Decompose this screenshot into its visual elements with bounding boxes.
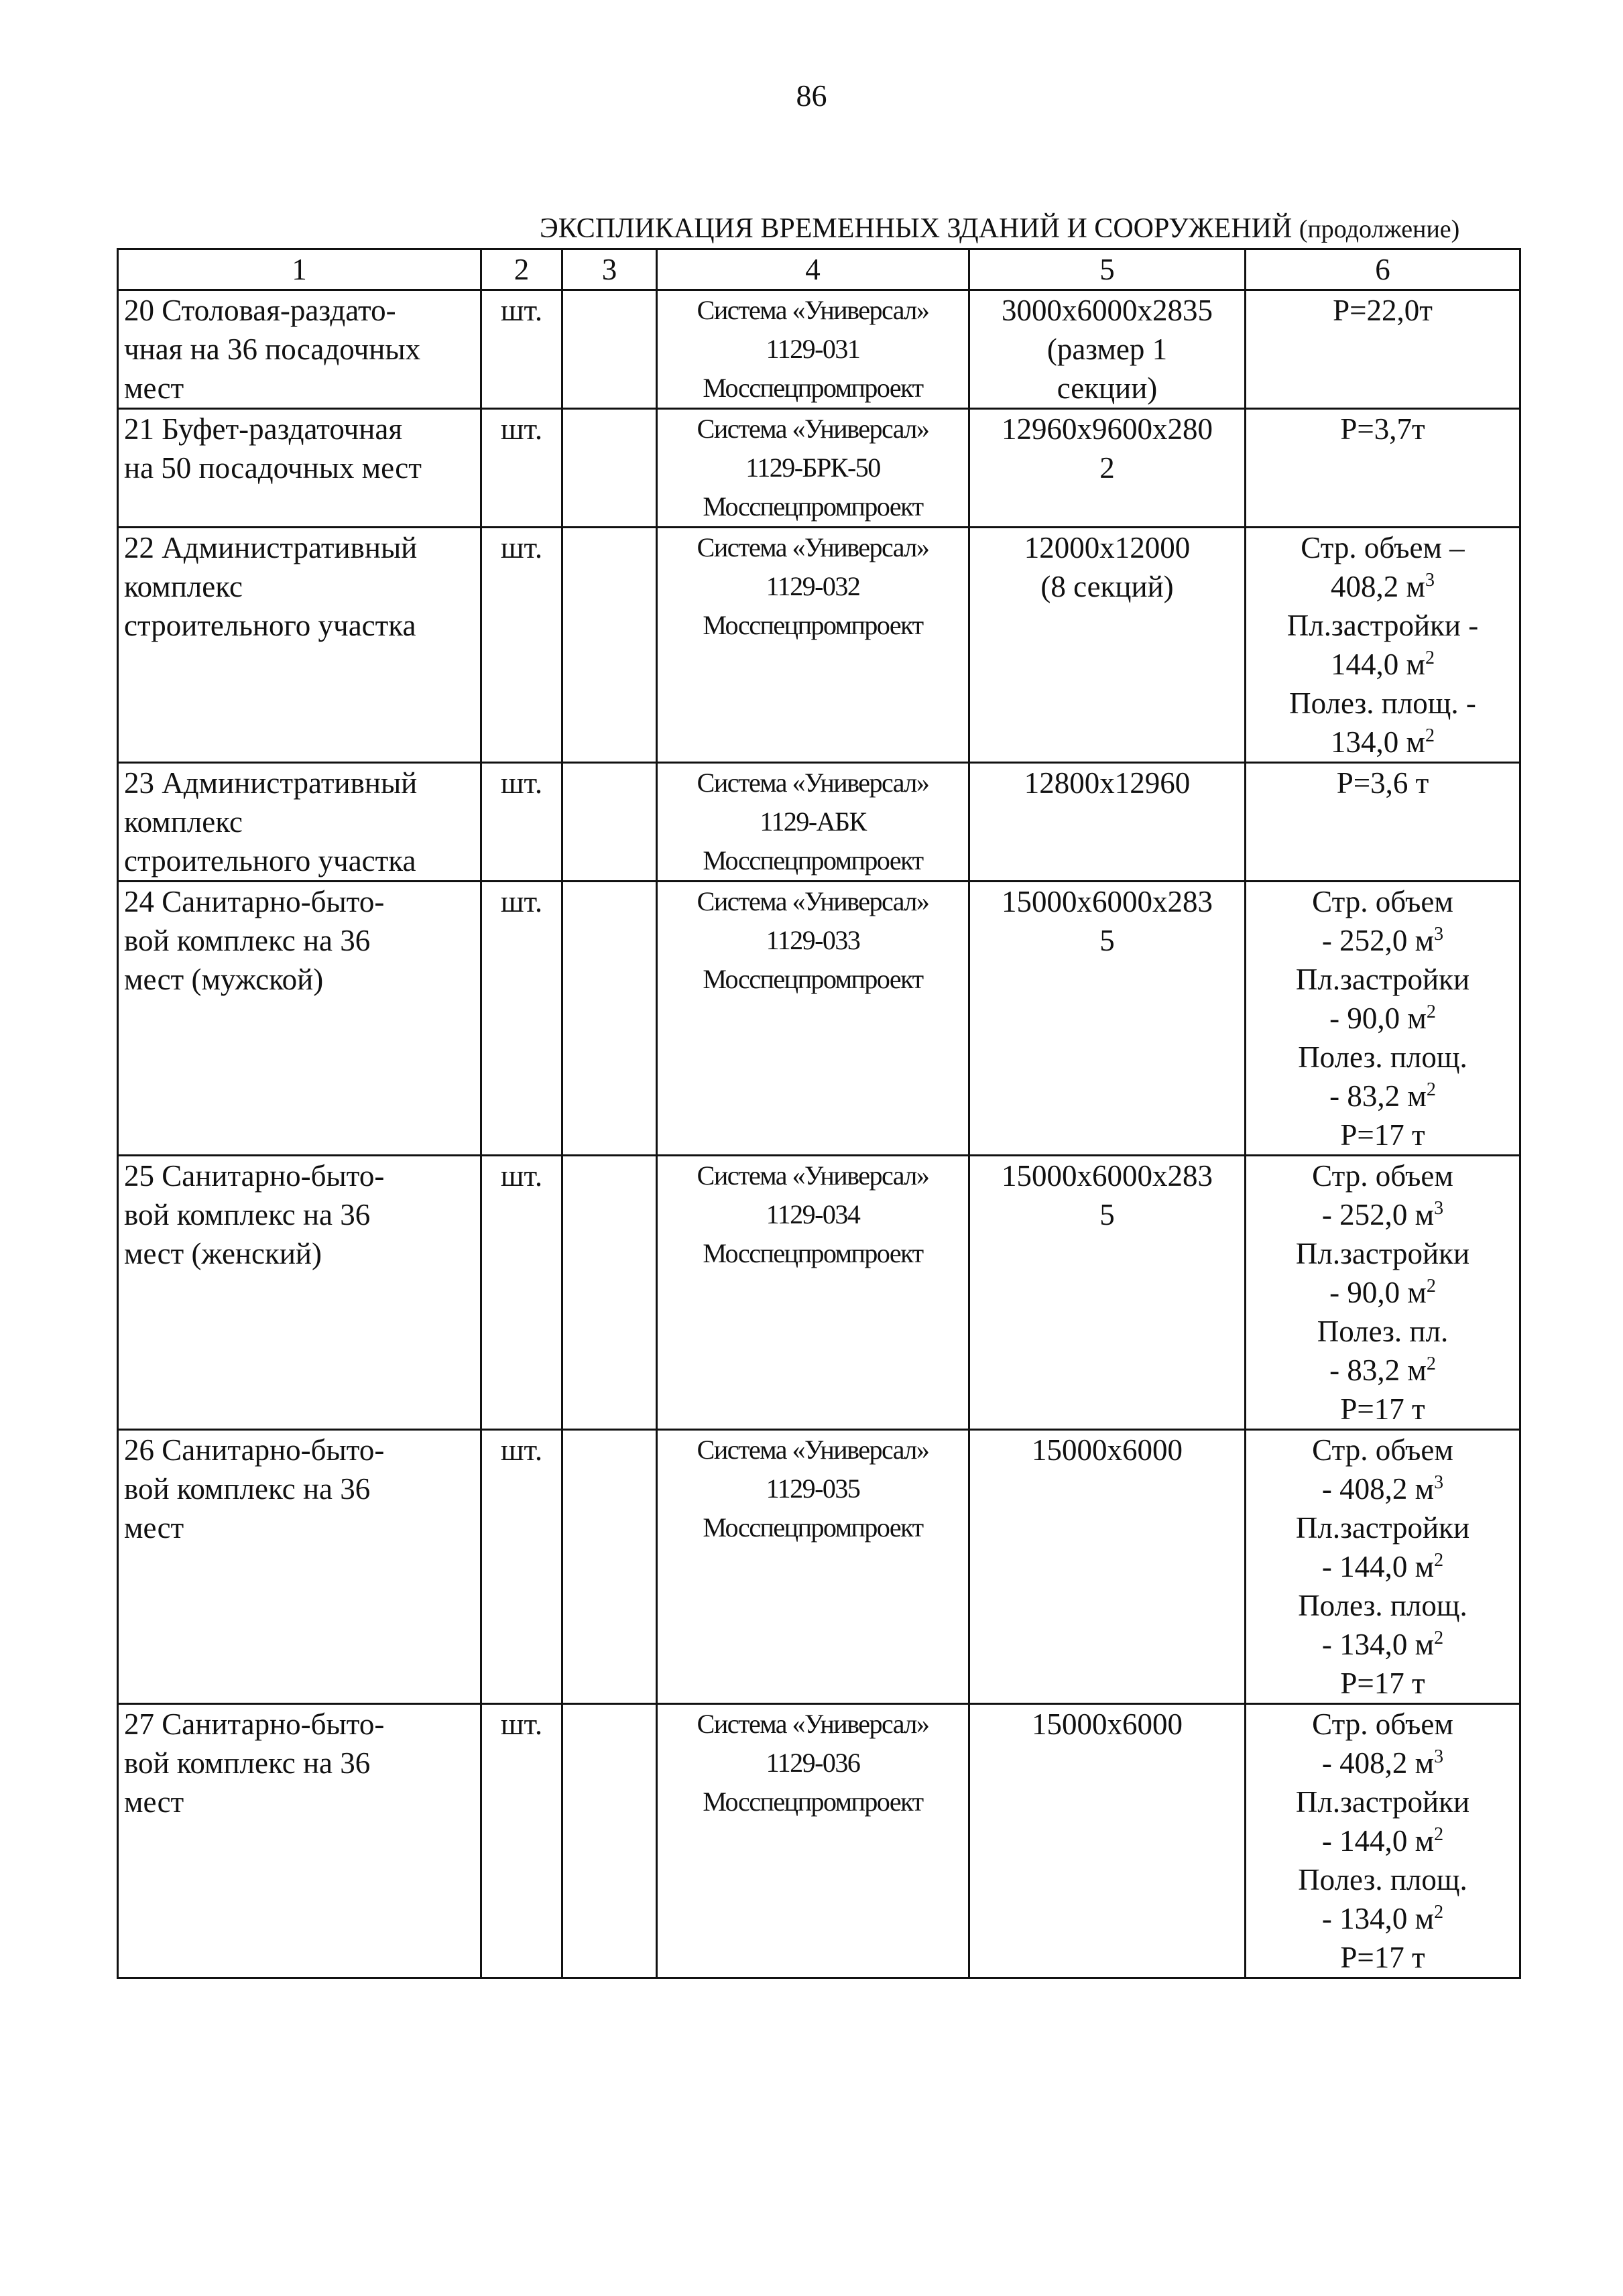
note-text: 408,2 м — [1331, 570, 1425, 603]
cell-name — [118, 1704, 481, 1978]
note-superscript: 3 — [1434, 924, 1444, 945]
system-line: 1129-034 — [766, 1199, 860, 1229]
name-line: 25 Санитарно-быто- — [124, 1159, 385, 1193]
cell-quantity — [562, 528, 657, 763]
system-line: 1129-033 — [766, 925, 860, 955]
cell-size — [969, 763, 1246, 882]
system-line: Мосспецпромпроект — [703, 1512, 923, 1543]
system-line: Мосспецпромпроект — [703, 373, 923, 403]
size-line: 5 — [1099, 1198, 1115, 1231]
name-line: мест — [124, 1785, 184, 1819]
cell-quantity — [562, 1704, 657, 1978]
cell-size — [969, 1156, 1246, 1430]
cell-name — [118, 290, 481, 409]
table-row — [118, 882, 1520, 1156]
cell-unit: шт. — [481, 528, 562, 763]
note-text: - 408,2 м — [1321, 1746, 1435, 1780]
note-superscript: 2 — [1426, 1079, 1436, 1100]
note-line — [1252, 1469, 1514, 1508]
table-row — [118, 409, 1520, 528]
table-header-row — [118, 249, 1520, 290]
name-line: мест (женский) — [124, 1237, 322, 1270]
cell-system — [657, 1430, 969, 1704]
name-line: 21 Буфет-раздаточная — [124, 412, 403, 446]
table-row — [118, 290, 1520, 409]
note-text: Р=17 т — [1340, 1392, 1425, 1426]
note-text: - 144,0 м — [1321, 1824, 1435, 1858]
column-header: 3 — [562, 249, 657, 290]
cell-size — [969, 1430, 1246, 1704]
name-line: комплекс — [124, 805, 243, 839]
cell-unit: шт. — [481, 882, 562, 1156]
name-line: вой комплекс на 36 — [124, 1198, 371, 1231]
system-line: Система «Универсал» — [697, 886, 929, 916]
note-text: - 252,0 м — [1321, 924, 1435, 957]
cell-system — [657, 290, 969, 409]
note-line — [1252, 723, 1514, 762]
note-superscript: 2 — [1426, 1276, 1436, 1296]
size-line: 15000x6000 — [1032, 1433, 1183, 1467]
note-text: Полез. пл. — [1317, 1315, 1449, 1348]
system-line: 1129-036 — [766, 1748, 860, 1778]
note-superscript: 2 — [1434, 1550, 1444, 1571]
note-text: Пл.застройки — [1295, 963, 1470, 996]
system-line: 1129-032 — [766, 571, 860, 601]
size-line: 15000x6000x283 — [1002, 1159, 1213, 1193]
note-text: Р=17 т — [1340, 1667, 1425, 1700]
name-line: 26 Санитарно-быто- — [124, 1433, 385, 1467]
cell-notes — [1246, 1430, 1520, 1704]
system-line: 1129-031 — [766, 334, 860, 364]
cell-notes — [1246, 1156, 1520, 1430]
note-line — [1252, 1273, 1514, 1312]
note-line — [1252, 999, 1514, 1038]
cell-name — [118, 409, 481, 528]
note-line — [1252, 1705, 1514, 1744]
cell-system — [657, 763, 969, 882]
cell-system — [657, 528, 969, 763]
cell-quantity — [562, 1156, 657, 1430]
system-line: Мосспецпромпроект — [703, 1238, 923, 1268]
note-line — [1252, 960, 1514, 999]
note-line — [1252, 410, 1514, 448]
size-line: 5 — [1099, 924, 1115, 957]
table-title — [540, 212, 1522, 246]
note-superscript: 3 — [1434, 1746, 1444, 1767]
system-line: 1129-035 — [766, 1473, 860, 1504]
note-line — [1252, 1625, 1514, 1664]
note-line — [1252, 1351, 1514, 1390]
note-superscript: 2 — [1434, 1628, 1444, 1648]
note-line — [1252, 1860, 1514, 1899]
note-line — [1252, 1586, 1514, 1625]
system-line: Система «Универсал» — [697, 1160, 929, 1191]
note-text: Стр. объем – — [1301, 531, 1465, 564]
note-line — [1252, 1783, 1514, 1821]
table-title-sub: (продолжение) — [1299, 215, 1460, 243]
cell-quantity — [562, 409, 657, 528]
note-superscript: 3 — [1434, 1198, 1444, 1219]
cell-system — [657, 882, 969, 1156]
note-text: Пл.застройки - — [1286, 609, 1479, 642]
name-line: вой комплекс на 36 — [124, 1472, 371, 1506]
note-text: - 134,0 м — [1321, 1628, 1435, 1661]
cell-notes — [1246, 409, 1520, 528]
note-text: 144,0 м — [1331, 648, 1425, 681]
cell-quantity — [562, 1430, 657, 1704]
note-text: - 90,0 м — [1329, 1002, 1427, 1035]
cell-quantity — [562, 763, 657, 882]
size-line: 12800x12960 — [1024, 766, 1191, 800]
system-line: Система «Универсал» — [697, 414, 929, 444]
size-line: 12960x9600x280 — [1002, 412, 1213, 446]
name-line: мест — [124, 371, 184, 405]
system-line: Мосспецпромпроект — [703, 491, 923, 522]
note-text: - 144,0 м — [1321, 1550, 1435, 1583]
note-text: Полез. площ. - — [1289, 686, 1476, 720]
note-text: - 90,0 м — [1329, 1276, 1427, 1309]
note-superscript: 3 — [1425, 570, 1435, 591]
system-line: 1129-АБК — [760, 806, 866, 837]
system-line: Мосспецпромпроект — [703, 964, 923, 994]
note-superscript: 3 — [1434, 1472, 1444, 1493]
note-text: Р=3,7т — [1340, 412, 1425, 446]
note-superscript: 2 — [1434, 1824, 1444, 1845]
cell-size — [969, 290, 1246, 409]
size-line: секции) — [1057, 371, 1158, 405]
note-superscript: 2 — [1426, 1002, 1436, 1022]
cell-unit: шт. — [481, 290, 562, 409]
note-text: Полез. площ. — [1298, 1863, 1467, 1896]
note-superscript: 2 — [1425, 648, 1435, 668]
name-line: 24 Санитарно-быто- — [124, 885, 385, 918]
note-line — [1252, 1234, 1514, 1273]
table-row — [118, 1704, 1520, 1978]
note-line — [1252, 1938, 1514, 1977]
note-line — [1252, 1899, 1514, 1938]
name-line: чная на 36 посадочных — [124, 333, 421, 366]
name-line: на 50 посадочных мест — [124, 451, 422, 485]
note-text: Стр. объем — [1312, 1433, 1453, 1467]
size-line: 3000x6000x2835 — [1002, 294, 1213, 327]
name-line: мест (мужской) — [124, 963, 324, 996]
cell-name — [118, 1430, 481, 1704]
note-line — [1252, 291, 1514, 330]
cell-notes — [1246, 1704, 1520, 1978]
system-line: Система «Универсал» — [697, 1435, 929, 1465]
note-superscript: 2 — [1426, 1353, 1436, 1374]
size-line: (8 секций) — [1040, 570, 1174, 603]
note-line — [1252, 921, 1514, 960]
note-line — [1252, 1390, 1514, 1429]
name-line: строительного участка — [124, 844, 416, 878]
note-text: Стр. объем — [1312, 1707, 1453, 1741]
note-text: Р=17 т — [1340, 1941, 1425, 1974]
note-text: Стр. объем — [1312, 885, 1453, 918]
cell-quantity — [562, 290, 657, 409]
cell-unit: шт. — [481, 763, 562, 882]
column-header: 2 — [481, 249, 562, 290]
note-line — [1252, 1744, 1514, 1783]
system-line: Система «Универсал» — [697, 768, 929, 798]
table-row — [118, 528, 1520, 763]
note-line — [1252, 528, 1514, 567]
name-line: мест — [124, 1511, 184, 1545]
name-line: комплекс — [124, 570, 243, 603]
note-text: Полез. площ. — [1298, 1040, 1467, 1074]
cell-size — [969, 409, 1246, 528]
system-line: Мосспецпромпроект — [703, 845, 923, 875]
cell-notes — [1246, 882, 1520, 1156]
cell-unit: шт. — [481, 409, 562, 528]
name-line: вой комплекс на 36 — [124, 1746, 371, 1780]
cell-unit: шт. — [481, 1430, 562, 1704]
note-line — [1252, 1431, 1514, 1469]
note-line — [1252, 1664, 1514, 1703]
system-line: Система «Универсал» — [697, 295, 929, 325]
table-row — [118, 1156, 1520, 1430]
name-line: 22 Административный — [124, 531, 418, 564]
note-text: Пл.застройки — [1295, 1511, 1470, 1545]
note-text: Пл.застройки — [1295, 1237, 1470, 1270]
system-line: Система «Универсал» — [697, 1709, 929, 1739]
column-header: 5 — [969, 249, 1246, 290]
system-line: Мосспецпромпроект — [703, 610, 923, 640]
cell-size — [969, 882, 1246, 1156]
size-line: 15000x6000x283 — [1002, 885, 1213, 918]
cell-size — [969, 528, 1246, 763]
cell-notes — [1246, 763, 1520, 882]
note-line — [1252, 1821, 1514, 1860]
note-text: Р=3,6 т — [1336, 766, 1429, 800]
system-line: Мосспецпромпроект — [703, 1787, 923, 1817]
note-text: - 252,0 м — [1321, 1198, 1435, 1231]
size-line: (размер 1 — [1046, 333, 1168, 366]
note-line — [1252, 1156, 1514, 1195]
note-text: Стр. объем — [1312, 1159, 1453, 1193]
system-line: Система «Универсал» — [697, 532, 929, 562]
cell-system — [657, 409, 969, 528]
cell-name — [118, 763, 481, 882]
cell-name — [118, 1156, 481, 1430]
cell-size — [969, 1704, 1246, 1978]
column-header: 1 — [118, 249, 481, 290]
cell-system — [657, 1156, 969, 1430]
note-text: 134,0 м — [1331, 725, 1425, 759]
system-line: 1129-БРК-50 — [745, 452, 880, 483]
note-text: Пл.застройки — [1295, 1785, 1470, 1819]
size-line: 12000x12000 — [1024, 531, 1191, 564]
name-line: строительного участка — [124, 609, 416, 642]
page-number: 86 — [796, 78, 827, 113]
note-text: - 408,2 м — [1321, 1472, 1435, 1506]
note-line — [1252, 1508, 1514, 1547]
note-text: Полез. площ. — [1298, 1589, 1467, 1622]
size-line: 2 — [1099, 451, 1115, 485]
cell-notes — [1246, 528, 1520, 763]
note-line — [1252, 1195, 1514, 1234]
table-row — [118, 763, 1520, 882]
column-header: 6 — [1246, 249, 1520, 290]
size-line: 15000x6000 — [1032, 1707, 1183, 1741]
name-line: вой комплекс на 36 — [124, 924, 371, 957]
cell-unit: шт. — [481, 1156, 562, 1430]
note-line — [1252, 1312, 1514, 1351]
note-line — [1252, 1115, 1514, 1154]
name-line: 27 Санитарно-быто- — [124, 1707, 385, 1741]
table-body — [118, 290, 1520, 1978]
name-line: 20 Столовая-раздато- — [124, 294, 396, 327]
note-superscript: 2 — [1434, 1902, 1444, 1923]
note-line — [1252, 1547, 1514, 1586]
cell-name — [118, 882, 481, 1156]
note-text: Р=22,0т — [1333, 294, 1433, 327]
note-text: Р=17 т — [1340, 1118, 1425, 1152]
cell-notes — [1246, 290, 1520, 409]
note-text: - 83,2 м — [1329, 1353, 1427, 1387]
column-header: 4 — [657, 249, 969, 290]
table-row — [118, 1430, 1520, 1704]
note-line — [1252, 1038, 1514, 1077]
note-line — [1252, 645, 1514, 684]
note-text: - 134,0 м — [1321, 1902, 1435, 1935]
note-text: - 83,2 м — [1329, 1079, 1427, 1113]
explication-table — [117, 248, 1521, 1979]
note-line — [1252, 764, 1514, 802]
cell-name — [118, 528, 481, 763]
note-line — [1252, 684, 1514, 723]
note-line — [1252, 882, 1514, 921]
note-line — [1252, 567, 1514, 606]
cell-quantity — [562, 882, 657, 1156]
name-line: 23 Административный — [124, 766, 418, 800]
cell-system — [657, 1704, 969, 1978]
table-title-main: ЭКСПЛИКАЦИЯ ВРЕМЕННЫХ ЗДАНИЙ И СООРУЖЕНИЙ — [540, 213, 1293, 244]
cell-unit: шт. — [481, 1704, 562, 1978]
note-line — [1252, 606, 1514, 645]
note-line — [1252, 1077, 1514, 1115]
note-superscript: 2 — [1425, 725, 1435, 746]
